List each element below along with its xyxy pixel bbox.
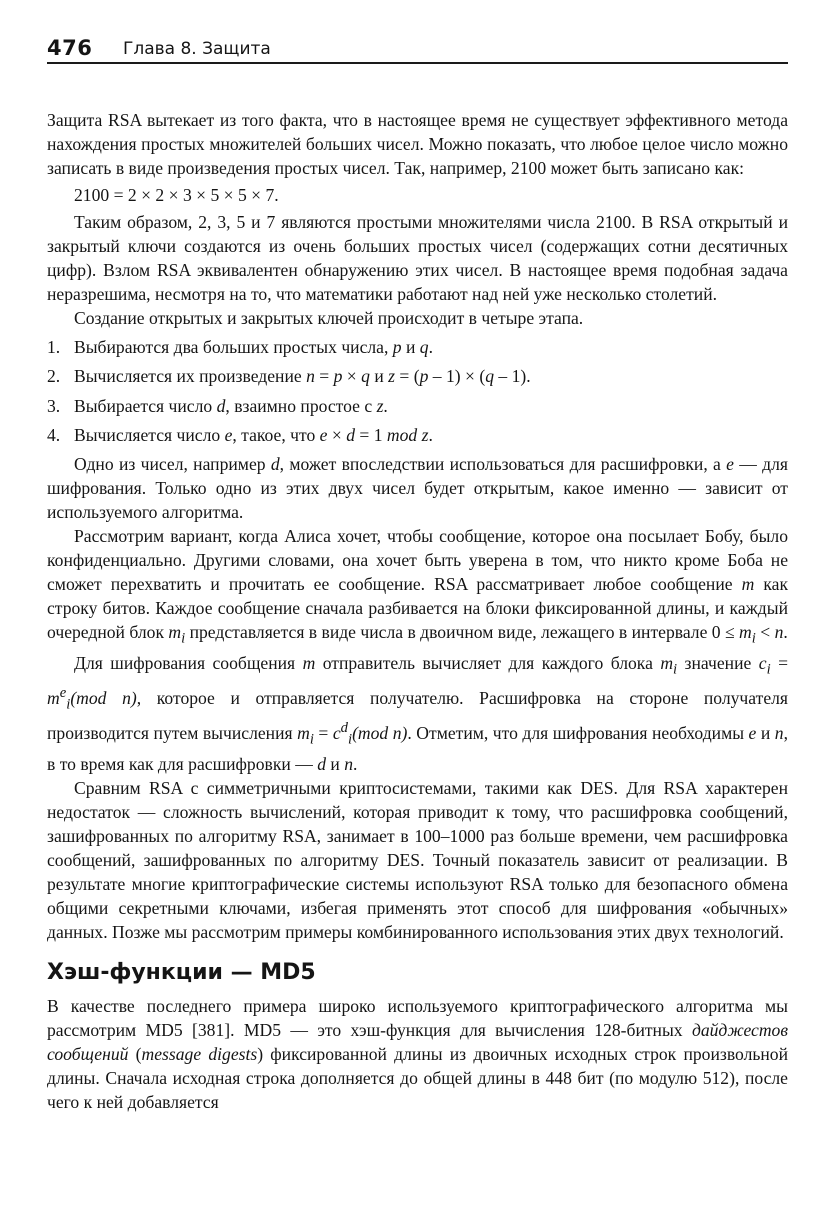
list-item bbox=[47, 423, 788, 447]
paragraph-encryption: Для шифрования сообщения m отправитель вычисляет для каждого блока $m_i$ значение $c_i = m^e_i(mod$ n), которое и отправляется получателю. Расшифровка на стороне получателя производится путем вычисления $m_i = c^d_i(mod$ n). Отметим, что для шифрования необходимы e и n, в то время как для расшифровки — d и n. bbox=[47, 652, 788, 774]
step-number: 4. bbox=[47, 424, 61, 445]
paragraph-prime-factors: Таким образом, 2, 3, 5 и 7 являются простыми множителями числа 2100. В RSA открытый и закрытый ключи создаются из очень больших простых чисел (содержащих сотни десятичных цифр). Взлом RSA эквивалентен обнаружению этих чисел. В настоящее время подобная задача неразрешима, несмотря на то, что математики работают над ней уже несколько столетий. bbox=[47, 212, 788, 305]
paragraph-rsa-vs-des: Сравним RSA с симметричными криптосистемами, такими как DES. Для RSA характерен недостаток — сложность вычислений, которая приводит к тому, что расшифровка сообщений, зашифрованных по алгоритму RSA, занимает в 100–1000 раз больше времени, чем расшифровка сообщений, зашифрованных по алгоритму DES. Точный показатель зависит от реализации. В результате многие криптографические системы используют RSA только для безопасного обмена общими секретными ключами, избегая применять этот способ для шифрования «обычных» данных. Позже мы рассмотрим примеры комбинированного использования этих двух технологий. bbox=[47, 777, 788, 943]
paragraph-rsa-security: Защита RSA вытекает из того факта, что в настоящее время не существует эффективного метода нахождения простых множителей больших чисел. Можно показать, что любое целое число можно записать в виде произведения простых чисел. Так, например, 2100 может быть записано как: bbox=[47, 110, 788, 179]
paragraph-key-usage: Одно из чисел, например d, может впоследствии использоваться для расшифровки, а e — для шифрования. Только одно из этих двух чисел будет открытым, какое именно — зависит от используемого алгоритма. bbox=[47, 453, 789, 522]
step-text: Выбирается число d, взаимно простое с z. bbox=[74, 395, 388, 416]
list-item bbox=[47, 364, 788, 388]
step-number: 2. bbox=[47, 366, 61, 387]
step-text: Вычисляется число e, такое, что e × d = 1 mod z. bbox=[74, 424, 433, 445]
list-item bbox=[47, 394, 788, 418]
section-heading: Хэш-функции — MD5 bbox=[47, 960, 316, 986]
list-item bbox=[47, 335, 788, 359]
paragraph-key-steps-intro: Создание открытых и закрытых ключей происходит в четыре этапа. bbox=[74, 308, 584, 329]
paragraph-md5: В качестве последнего примера широко используемого криптографического алгоритма мы рассмотрим MD5 [381]. MD5 — это хэш-функция для вычисления 128-битных дайджестов сообщений (message digests) фиксированной длины из двоичных исходных строк произвольной длины. Сначала исходная строка дополняется до общей длины в 448 бит (по модулю 512), после чего к ней добавляется bbox=[47, 996, 788, 1113]
step-number: 1. bbox=[47, 337, 61, 358]
step-text: Выбираются два больших простых числа, p и q. bbox=[74, 337, 433, 358]
page-body bbox=[47, 108, 788, 1115]
chapter-title: Глава 8. Защита bbox=[123, 39, 271, 59]
key-generation-steps bbox=[47, 335, 788, 446]
step-text: Вычисляется их произведение n = p × q и z = (p – 1) × (q – 1). bbox=[74, 366, 531, 387]
formula-factorization: 2100 = 2 × 2 × 3 × 5 × 5 × 7. bbox=[74, 185, 279, 206]
paragraph-alice-bob: Рассмотрим вариант, когда Алиса хочет, чтобы сообщение, которое она посылает Бобу, было конфиденциально. Другими словами, она хочет быть уверена в том, что никто кроме Боба не сможет перехватить и прочитать ее сообщение. RSA рассматривает любое сообщение m как строку битов. Каждое сообщение сначала разбивается на блоки фиксированной длины, и каждый очередной блок $m_i$ представляется в виде числа в двоичном виде, лежащего в интервале $0 \le m_i < n$. bbox=[47, 525, 788, 647]
page-header bbox=[47, 36, 788, 64]
page-number: 476 bbox=[47, 36, 93, 60]
step-number: 3. bbox=[47, 395, 61, 416]
